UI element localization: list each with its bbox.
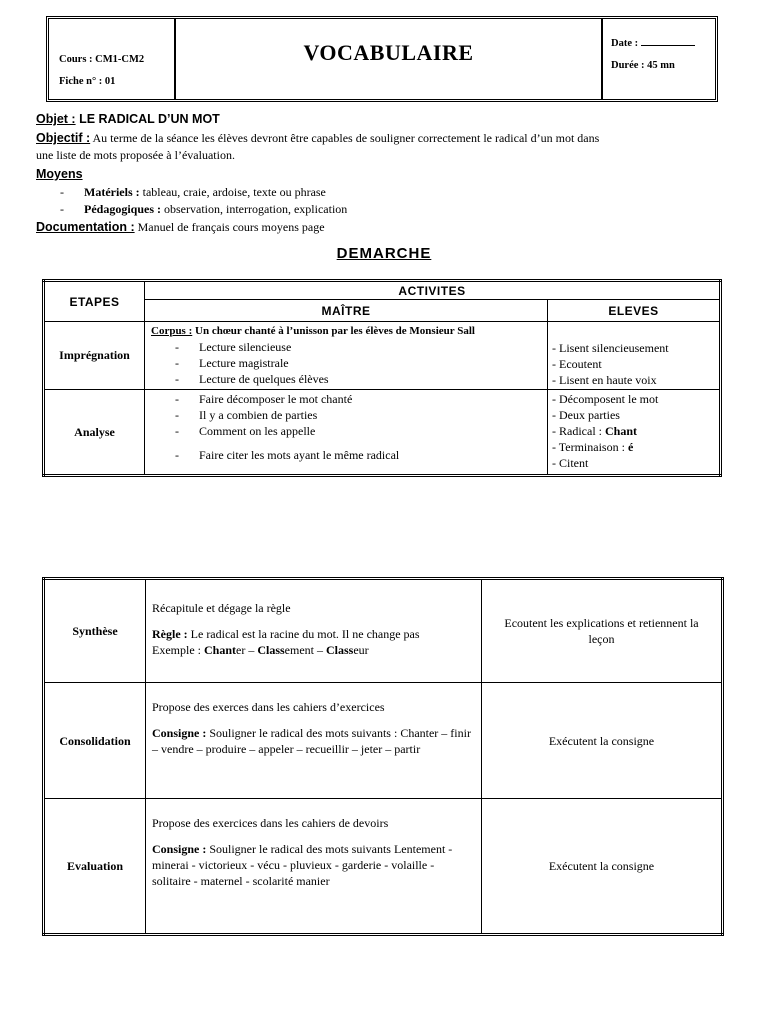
date-label: Date : — [611, 38, 639, 49]
objet-line — [36, 111, 736, 128]
objet-label: Objet : — [36, 112, 76, 126]
objectif-label: Objectif : — [36, 131, 91, 145]
documentation-label: Documentation : — [36, 220, 135, 234]
consigne-line: Consigne : Souligner le radical des mots suivants Lentement - minerai - victorieux - vécu - pluvieux - garderie - volaille - solitaire - maternel - scolarité manier — [152, 842, 453, 888]
demarche-title: DEMARCHE — [336, 245, 432, 262]
materiels-item: - Matériels : tableau, craie, ardoise, texte ou phrase — [60, 185, 326, 199]
consolidation-maitre — [146, 683, 482, 799]
list-item: - Lecture de quelques élèves — [175, 372, 329, 386]
page-title: VOCABULAIRE — [176, 19, 603, 99]
header-box — [46, 16, 718, 102]
etape-evaluation: Evaluation — [44, 799, 146, 935]
materiels-label: Matériels : — [84, 185, 140, 199]
list-item: - Deux parties — [552, 408, 620, 422]
list-item: - Décomposent le mot — [552, 392, 659, 406]
corpus-text: Un chœur chanté à l’unisson par les élèves de Monsieur Sall — [192, 325, 475, 337]
materiels-text: tableau, craie, ardoise, texte ou phrase — [139, 185, 326, 199]
duration-label: Durée : 45 mn — [611, 60, 675, 71]
list-item: - Ecoutent — [552, 357, 602, 371]
moyens-label: Moyens — [36, 167, 83, 181]
corpus-label: Corpus : — [151, 325, 193, 337]
pedagogiques-item: - Pédagogiques : observation, interrogation, explication — [60, 202, 348, 216]
date-field — [611, 33, 715, 55]
list-item: - Faire citer les mots ayant le même radical — [175, 448, 400, 462]
header-maitre: MAÎTRE — [145, 300, 548, 322]
objectif-text-1: Au terme de la séance les élèves devront être capables de souligner correctement le radical d’un mot dans — [90, 131, 600, 145]
header-course-info — [49, 19, 176, 99]
objectif-block — [36, 130, 736, 164]
objectif-text-2: une liste de mots proposée à l’évaluation. — [36, 148, 235, 162]
consigne-line: Consigne : Souligner le radical des mots suivants : Chanter – finir – vendre – produire – appeler – recueillir – jeter – partir — [152, 726, 471, 756]
table-row — [44, 799, 723, 935]
synthese-maitre — [146, 579, 482, 683]
consolidation-eleves: Exécutent la consigne — [482, 683, 723, 799]
table-row — [44, 390, 721, 476]
list-item: - Lecture magistrale — [175, 356, 289, 370]
objet-text: LE RADICAL D’UN MOT — [75, 112, 220, 126]
regle-line: Règle : Le radical est la racine du mot. Il ne change pas — [152, 627, 420, 641]
consolidation-line-1: Propose des exerces dans les cahiers d’exercices — [152, 700, 385, 714]
demarche-table-1 — [42, 279, 722, 477]
documentation-text: Manuel de français cours moyens page — [134, 220, 325, 234]
header-etapes: ETAPES — [44, 281, 145, 322]
evaluation-eleves: Exécutent la consigne — [482, 799, 723, 935]
list-item: - Lisent silencieusement — [552, 341, 669, 355]
list-item: - Citent — [552, 456, 589, 470]
list-item: - Lecture silencieuse — [175, 340, 292, 354]
table-row — [44, 683, 723, 799]
corpus-line — [151, 323, 541, 339]
evaluation-maitre — [146, 799, 482, 935]
pedagogiques-label: Pédagogiques : — [84, 202, 162, 216]
list-item: - Radical : Chant — [552, 424, 637, 438]
header-activites: ACTIVITES — [145, 281, 721, 300]
analyse-maitre — [145, 390, 548, 476]
synthese-line-1: Récapitule et dégage la règle — [152, 601, 291, 615]
moyens-heading — [36, 166, 736, 183]
analyse-eleves — [548, 390, 721, 476]
etape-synthese: Synthèse — [44, 579, 146, 683]
exemple-line: Exemple : Chanter – Classement – Classeur — [152, 643, 369, 657]
list-item: - Il y a combien de parties — [175, 408, 318, 422]
list-item: - Terminaison : é — [552, 440, 634, 454]
header-date-info — [603, 19, 715, 99]
table-row — [44, 322, 721, 390]
course-label: Cours : CM1-CM2 — [59, 54, 145, 65]
etape-consolidation: Consolidation — [44, 683, 146, 799]
date-blank-line — [641, 35, 695, 46]
list-item: - Comment on les appelle — [175, 424, 316, 438]
table-row — [44, 579, 723, 683]
evaluation-line-1: Propose des exercices dans les cahiers de devoirs — [152, 816, 389, 830]
header-eleves: ELEVES — [548, 300, 721, 322]
documentation-line — [36, 219, 736, 236]
etape-analyse: Analyse — [44, 390, 145, 476]
pedagogiques-text: observation, interrogation, explication — [161, 202, 348, 216]
demarche-table-2 — [42, 577, 724, 936]
fiche-label: Fiche n° : 01 — [59, 76, 116, 87]
list-item: - Lisent en haute voix — [552, 373, 657, 387]
etape-impregnation: Imprégnation — [44, 322, 145, 390]
synthese-eleves: Ecoutent les explications et retiennent la leçon — [482, 579, 723, 683]
impregnation-maitre — [145, 322, 548, 390]
list-item: - Faire décomposer le mot chanté — [175, 392, 353, 406]
impregnation-eleves — [548, 322, 721, 390]
